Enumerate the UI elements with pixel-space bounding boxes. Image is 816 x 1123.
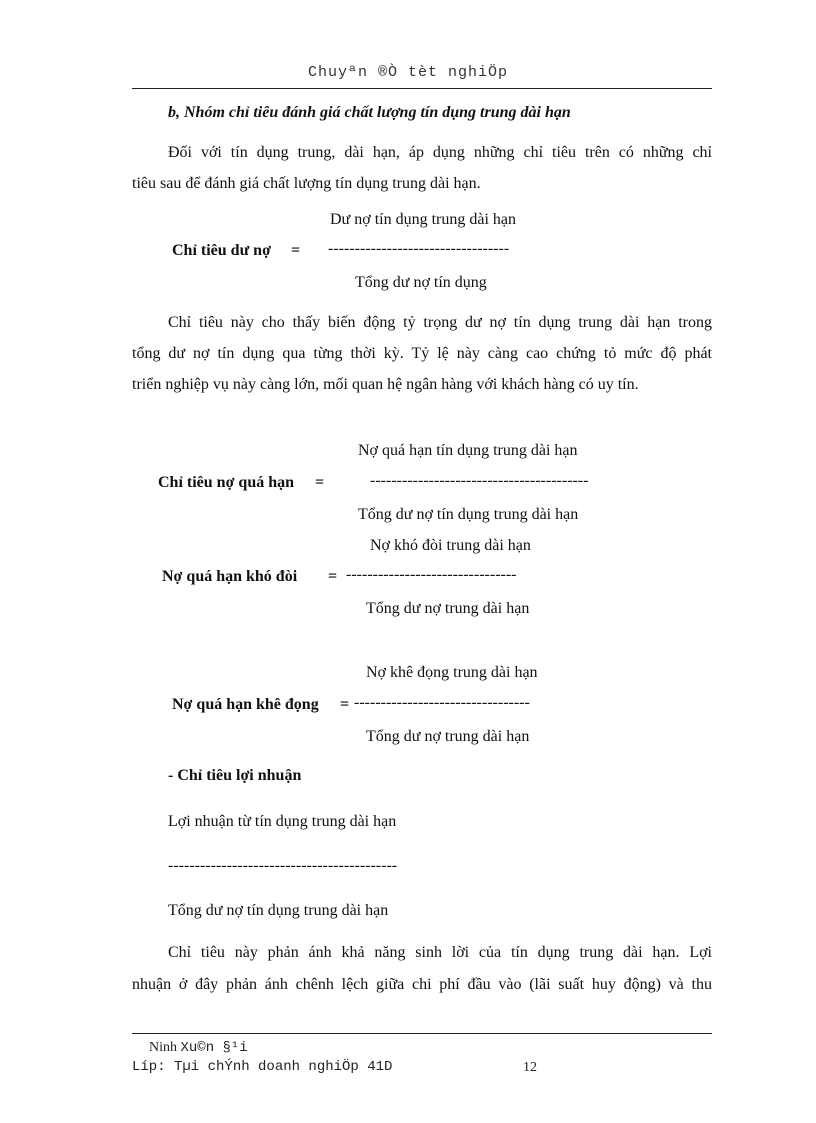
- formula-1-fraction-bar: ----------------------------------: [328, 240, 510, 257]
- running-header: Chuyªn ®Ò tèt nghiÖp: [307, 64, 509, 81]
- para2-line-1: Chỉ tiêu này phản ánh khả năng sinh lời của tín dụng trung dài hạn. Lợi: [168, 944, 712, 961]
- para1-line-1: Chỉ tiêu này cho thấy biến động tỷ trọng dư nợ tín dụng trung dài hạn trong: [168, 314, 712, 331]
- formula-1-numerator: Dư nợ tín dụng trung dài hạn: [330, 211, 516, 228]
- formula-2-numerator: Nợ quá hạn tín dụng trung dài hạn: [358, 442, 578, 459]
- formula-4-equals: =: [340, 696, 350, 713]
- formula-2-label: Chỉ tiêu nợ quá hạn: [158, 474, 295, 491]
- footer-author-first: Ninh: [149, 1040, 177, 1055]
- para1-line-3: triển nghiệp vụ này càng lớn, mối quan hệ ngân hàng với khách hàng có uy tín.: [132, 376, 639, 393]
- formula-4-label: Nợ quá hạn khê đọng: [172, 696, 319, 713]
- header-rule: [132, 88, 712, 89]
- formula-1-equals: =: [291, 242, 301, 259]
- profit-numerator: Lợi nhuận từ tín dụng trung dài hạn: [168, 813, 397, 830]
- profit-heading: - Chỉ tiêu lợi nhuận: [168, 767, 302, 784]
- formula-2-fraction-bar: -----------------------------------------: [370, 472, 589, 489]
- formula-4-fraction-bar: ---------------------------------: [354, 694, 530, 711]
- formula-2-equals: =: [315, 474, 325, 491]
- formula-4-denominator: Tổng dư nợ trung dài hạn: [366, 728, 530, 745]
- footer-author-rest: Xu©n §¹i: [180, 1040, 248, 1056]
- formula-3-denominator: Tổng dư nợ trung dài hạn: [366, 600, 530, 617]
- footer-rule: [132, 1033, 712, 1034]
- profit-fraction-bar: -------------------------------------------: [168, 857, 398, 874]
- formula-2-denominator: Tổng dư nợ tín dụng trung dài hạn: [358, 506, 579, 523]
- para2-line-2: nhuận ở đây phản ánh chênh lệch giữa chi phí đầu vào (lãi suất huy động) và thu: [132, 976, 712, 993]
- profit-denominator: Tổng dư nợ tín dụng trung dài hạn: [168, 902, 389, 919]
- formula-1-denominator: Tổng dư nợ tín dụng: [355, 274, 487, 291]
- formula-3-label: Nợ quá hạn khó đòi: [162, 568, 298, 585]
- intro-line-1: Đối với tín dụng trung, dài hạn, áp dụng những chỉ tiêu trên có những chỉ: [168, 144, 712, 161]
- formula-3-fraction-bar: --------------------------------: [346, 566, 517, 583]
- formula-4-numerator: Nợ khê đọng trung dài hạn: [366, 664, 538, 681]
- intro-line-2: tiêu sau để đánh giá chất lượng tín dụng trung dài hạn.: [132, 175, 481, 192]
- section-title: b, Nhóm chỉ tiêu đánh giá chất lượng tín dụng trung dài hạn: [168, 104, 571, 121]
- page-number: 12: [523, 1060, 537, 1075]
- formula-1-label: Chỉ tiêu dư nợ: [172, 242, 271, 259]
- formula-3-equals: =: [328, 568, 338, 585]
- formula-3-numerator: Nợ khó đòi trung dài hạn: [370, 537, 531, 554]
- para1-line-2: tổng dư nợ tín dụng qua từng thời kỳ. Tỷ lệ này càng cao chứng tỏ mức độ phát: [132, 345, 712, 362]
- footer-author: [149, 1040, 248, 1056]
- footer-class: Líp: Tµi chÝnh doanh nghiÖp 41D: [132, 1059, 393, 1075]
